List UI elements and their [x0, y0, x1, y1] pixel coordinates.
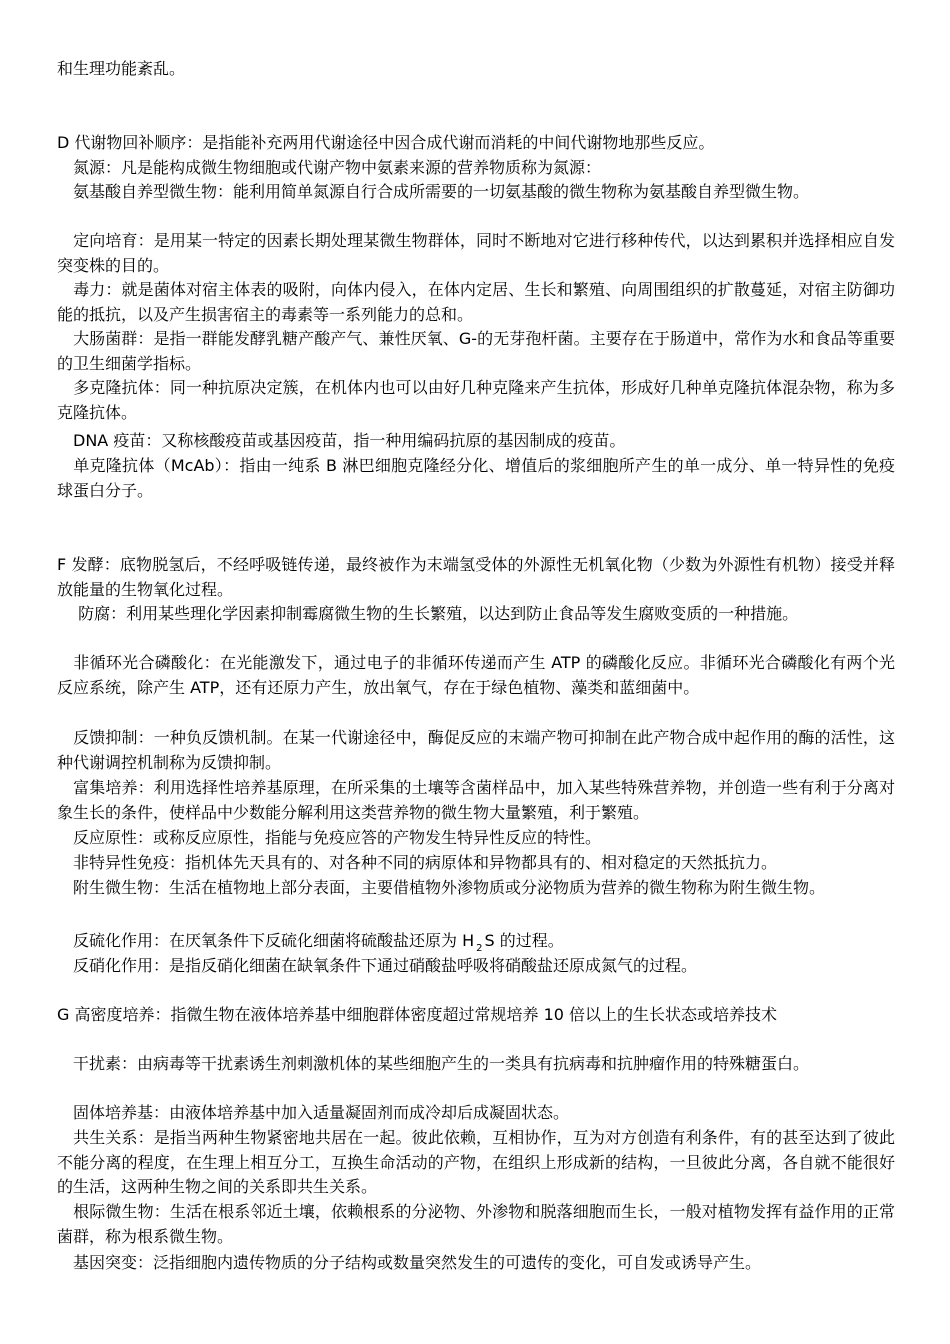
- paragraph: D 代谢物回补顺序：是指能补充两用代谢途径中因合成代谢而消耗的中间代谢物地那些反应。: [57, 133, 715, 152]
- paragraph: 大肠菌群：是指一群能发酵乳糖产酸产气、兼性厌氧、G-的无芽孢杆菌。主要存在于肠道中，常作为水和食品等重要的卫生细菌学指标。: [57, 329, 895, 373]
- paragraph-text: S 的过程。: [484, 931, 564, 950]
- paragraph: 氮源：凡是能构成微生物细胞或代谢产物中氨素来源的营养物质称为氮源：: [57, 158, 602, 177]
- subscript: 2: [476, 943, 483, 954]
- paragraph: 反硝化作用：是指反硝化细菌在缺氧条件下通过硝酸盐呼吸将硝酸盐还原成氮气的过程。: [57, 956, 698, 975]
- paragraph: DNA 疫苗：又称核酸疫苗或基因疫苗，指一种用编码抗原的基因制成的疫苗。: [57, 431, 626, 450]
- paragraph: 附生微生物：生活在植物地上部分表面，主要借植物外渗物质或分泌物质为营养的微生物称为附生微生物。: [57, 878, 826, 897]
- paragraph: 基因突变：泛指细胞内遗传物质的分子结构或数量突然发生的可遗传的变化，可自发或诱导产生。: [57, 1253, 762, 1272]
- paragraph: 和生理功能紊乱。: [57, 59, 186, 78]
- paragraph: G 高密度培养：指微生物在液体培养基中细胞群体密度超过常规培养 10 倍以上的生长状态或培养技术: [57, 1005, 778, 1024]
- paragraph: 富集培养：利用选择性培养基原理，在所采集的土壤等含菌样品中，加入某些特殊营养物，并创造一些有利于分离对象生长的条件，使样品中少数能分解利用这类营养物的微生物大量繁殖，利于繁殖。: [57, 778, 895, 822]
- paragraph: 氨基酸自养型微生物：能利用简单氮源自行合成所需要的一切氨基酸的微生物称为氨基酸自养型微生物。: [57, 182, 810, 201]
- paragraph: 多克隆抗体：同一种抗原决定簇，在机体内也可以由好几种克隆来产生抗体，形成好几种单克隆抗体混杂物，称为多克隆抗体。: [57, 378, 895, 422]
- paragraph: F 发酵：底物脱氢后，不经呼吸链传递，最终被作为末端氢受体的外源性无机氧化物（少数为外源性有机物）接受并释放能量的生物氧化过程。: [57, 555, 895, 599]
- paragraph: [57, 929, 895, 957]
- paragraph: 防腐：利用某些理化学因素抑制霉腐微生物的生长繁殖，以达到防止食品等发生腐败变质的一种措施。: [57, 604, 799, 623]
- paragraph: 共生关系：是指当两种生物紧密地共居在一起。彼此依赖，互相协作，互为对方创造有利条件，有的甚至达到了彼此不能分离的程度，在生理上相互分工，互换生命活动的产物，在组织上形成新的结构，一旦彼此分离，各自就不能很好的生活，这两种生物之间的关系即共生关系。: [57, 1128, 895, 1196]
- paragraph: 毒力：就是菌体对宿主体表的吸附，向体内侵入，在体内定居、生长和繁殖、向周围组织的扩散蔓延，对宿主防御功能的抵抗，以及产生损害宿主的毒素等一系列能力的总和。: [57, 280, 895, 324]
- paragraph: 定向培育：是用某一特定的因素长期处理某微生物群体，同时不断地对它进行移种传代，以达到累积并选择相应自发突变株的目的。: [57, 231, 895, 275]
- paragraph: 干扰素：由病毒等干扰素诱生剂刺激机体的某些细胞产生的一类具有抗病毒和抗肿瘤作用的特殊糖蛋白。: [57, 1054, 810, 1073]
- paragraph: 反馈抑制：一种负反馈机制。在某一代谢途径中，酶促反应的末端产物可抑制在此产物合成中起作用的酶的活性，这种代谢调控机制称为反馈抑制。: [57, 728, 895, 772]
- paragraph: 反应原性：或称反应原性，指能与免疫应答的产物发生特异性反应的特性。: [57, 828, 602, 847]
- paragraph: 固体培养基：由液体培养基中加入适量凝固剂而成冷却后成凝固状态。: [57, 1103, 570, 1122]
- paragraph: 非特异性免疫：指机体先天具有的、对各种不同的病原体和异物都具有的、相对稳定的天然抵抗力。: [57, 853, 778, 872]
- paragraph: 非循环光合磷酸化：在光能激发下，通过电子的非循环传递而产生 ATP 的磷酸化反应。非循环光合磷酸化有两个光反应系统，除产生 ATP，还有还原力产生，放出氧气，存在于绿色植物、藻类和蓝细菌中。: [57, 653, 895, 697]
- paragraph: 根际微生物：生活在根系邻近土壤，依赖根系的分泌物、外渗物和脱落细胞而生长，一般对植物发挥有益作用的正常菌群，称为根系微生物。: [57, 1202, 895, 1246]
- paragraph-text: 反硫化作用：在厌氧条件下反硫化细菌将硫酸盐还原为 H: [57, 931, 475, 950]
- paragraph: 单克隆抗体（McAb）：指由一纯系 B 淋巴细胞克隆经分化、增值后的浆细胞所产生的单一成分、单一特异性的免疫球蛋白分子。: [57, 456, 895, 500]
